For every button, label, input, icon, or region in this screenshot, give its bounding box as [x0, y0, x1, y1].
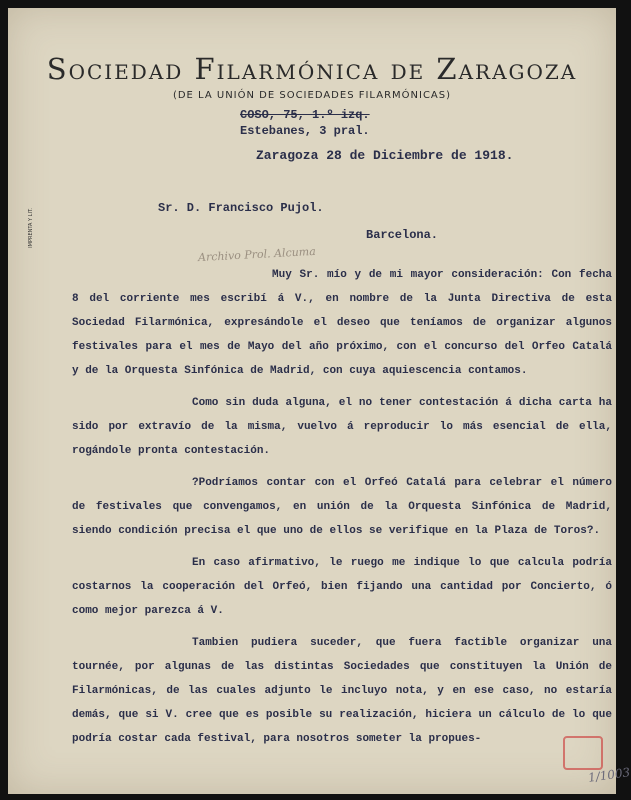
- paragraph-4: En caso afirmativo, le ruego me indique lo que calcula podría costarnos la cooperación del Orfeó, bien fijando una cantidad por Concierto, ó como mejor parezca á V.: [72, 557, 612, 617]
- archive-stamp: [563, 736, 603, 770]
- letterhead-subtitle: (DE LA UNIÓN DE SOCIEDADES FILARMÓNICAS): [172, 90, 452, 101]
- page-mark: 1/1003: [587, 765, 631, 785]
- handwritten-note: Archivo Prol. Alcuma: [197, 244, 317, 265]
- struck-address: COSO, 75, 1.º izq.: [240, 108, 370, 122]
- paragraph-1: Muy Sr. mío y de mi mayor consideración: Con fecha 8 del corriente mes escribí á V., en nombre de la Junta Directiva de esta Sociedad Filarmónica, expresándole el deseo que teníamos de organizar algunos festivales para el mes de Mayo del año próximo, con el concurso del Orfeo Catalá y de la Orquesta Sinfónica de Madrid, con cuya aquiescencia contamos.: [72, 269, 612, 377]
- letterhead-title: Sociedad Filarmónica de Zaragoza: [46, 52, 578, 86]
- letter-page: [8, 8, 631, 794]
- date-line: Zaragoza 28 de Diciembre de 1918.: [256, 148, 514, 163]
- paragraph-2: Como sin duda alguna, el no tener contestación á dicha carta ha sido por extravío de la misma, vuelvo á reproducir lo más esencial de ella, rogándole pronta contestación.: [72, 397, 612, 457]
- recipient-name: Sr. D. Francisco Pujol.: [158, 201, 324, 215]
- paragraph-5: Tambien pudiera suceder, que fuera factible organizar una tournée, por algunas de las distintas Sociedades que constituyen la Unión de Filarmónicas, de las cuales adjunto le incluyo nota, y en ese caso, no estaría demás, que si V. cree que es posible su realización, hiciera un cálculo de lo que podría costar cada festival, para nosotros someter la propues-: [72, 637, 612, 745]
- letter-body: [72, 263, 612, 751]
- address: Estebanes, 3 pral.: [240, 124, 370, 138]
- paragraph-3: ?Podríamos contar con el Orfeó Catalá para celebrar el número de festivales que convengamos, en unión de la Orquesta Sinfónica de Madrid, siendo condición precisa el que uno de ellos se verifique en la Plaza de Toros?.: [72, 477, 612, 537]
- printer-mark: IMPRENTA Y LIT.: [28, 208, 34, 248]
- recipient-city: Barcelona.: [366, 228, 439, 242]
